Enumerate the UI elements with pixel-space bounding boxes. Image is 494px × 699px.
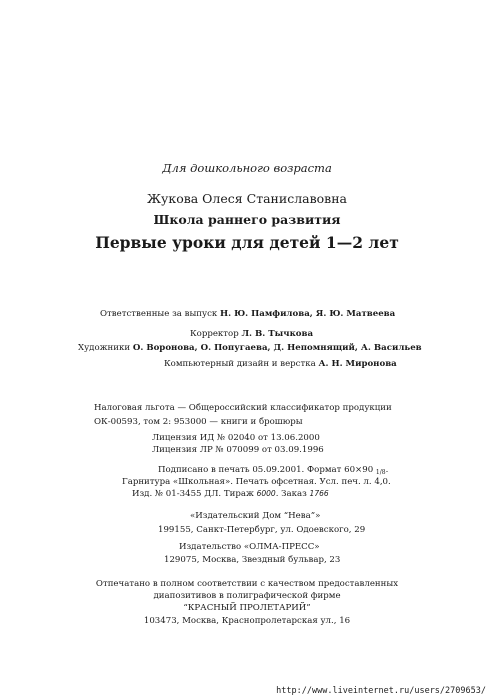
credit-role: Художники (78, 343, 131, 353)
credit-role: Ответственные за выпуск (100, 309, 218, 319)
tirage-value: 6000 (256, 489, 276, 498)
credit-editors (100, 310, 395, 319)
credit-proofreader (190, 330, 313, 339)
age-group-label: Для дошкольного возраста (162, 161, 332, 175)
printed-line-1: Отпечатано в полном соответствии с качеством предоставленных (95, 579, 399, 589)
print-signed-end: . (385, 465, 389, 475)
printed-line-2: диапозитивов в полиграфической фирме (153, 591, 341, 601)
publisher-1-name: «Издательский Дом “Нева”» (190, 511, 321, 521)
credit-role: Компьютерный дизайн и верстка (164, 359, 316, 369)
edition-line (132, 490, 329, 499)
credit-role: Корректор (190, 329, 239, 339)
publisher-2-name: Издательство «ОЛМА-ПРЕСС» (179, 542, 320, 552)
order-value: 1766 (309, 489, 329, 498)
author-name: Жукова Олеся Станиславовна (146, 191, 348, 206)
credit-design (164, 360, 397, 369)
credit-names: Л. В. Тычкова (241, 329, 314, 339)
format-fraction: 1/8 (375, 469, 386, 476)
license-line-2: Лицензия ЛР № 070099 от 03.09.1996 (152, 445, 324, 455)
book-title: Первые уроки для детей 1—2 лет (95, 233, 399, 252)
credit-names: О. Воронова, О. Попугаева, Д. Непомнящий, А. Васильев (132, 343, 422, 353)
edition-number: Изд. № 01-3455 ДЛ. Тираж (132, 489, 254, 499)
print-signed-line (158, 466, 388, 476)
publisher-1-address: 199155, Санкт-Петербург, ул. Одоевского, 29 (158, 525, 366, 535)
order-label: . Заказ (275, 489, 307, 499)
print-signed-text: Подписано в печать 05.09.2001. Формат 60×90 (158, 465, 374, 475)
tax-line-2: ОК-00593, том 2: 953000 — книги и брошюры (94, 417, 303, 427)
credit-names: А. Н. Миронова (318, 359, 397, 369)
tax-line-1: Налоговая льгота — Общероссийский классификатор продукции (94, 403, 392, 413)
printer-address: 103473, Москва, Краснопролетарская ул., 16 (143, 616, 351, 626)
series-title: Школа раннего развития (153, 212, 341, 227)
typeface-line: Гарнитура «Школьная». Печать офсетная. Усл. печ. л. 4,0. (122, 477, 391, 487)
watermark-url: http://www.liveinternet.ru/users/2709653/ (276, 686, 486, 696)
credit-names: Н. Ю. Памфилова, Я. Ю. Матвеева (220, 309, 396, 319)
license-line-1: Лицензия ИД № 02040 от 13.06.2000 (152, 433, 320, 443)
publisher-2-address: 129075, Москва, Звездный бульвар, 23 (164, 555, 341, 565)
printer-name: “КРАСНЫЙ ПРОЛЕТАРИЙ” (183, 603, 311, 613)
credit-artists (78, 344, 422, 353)
